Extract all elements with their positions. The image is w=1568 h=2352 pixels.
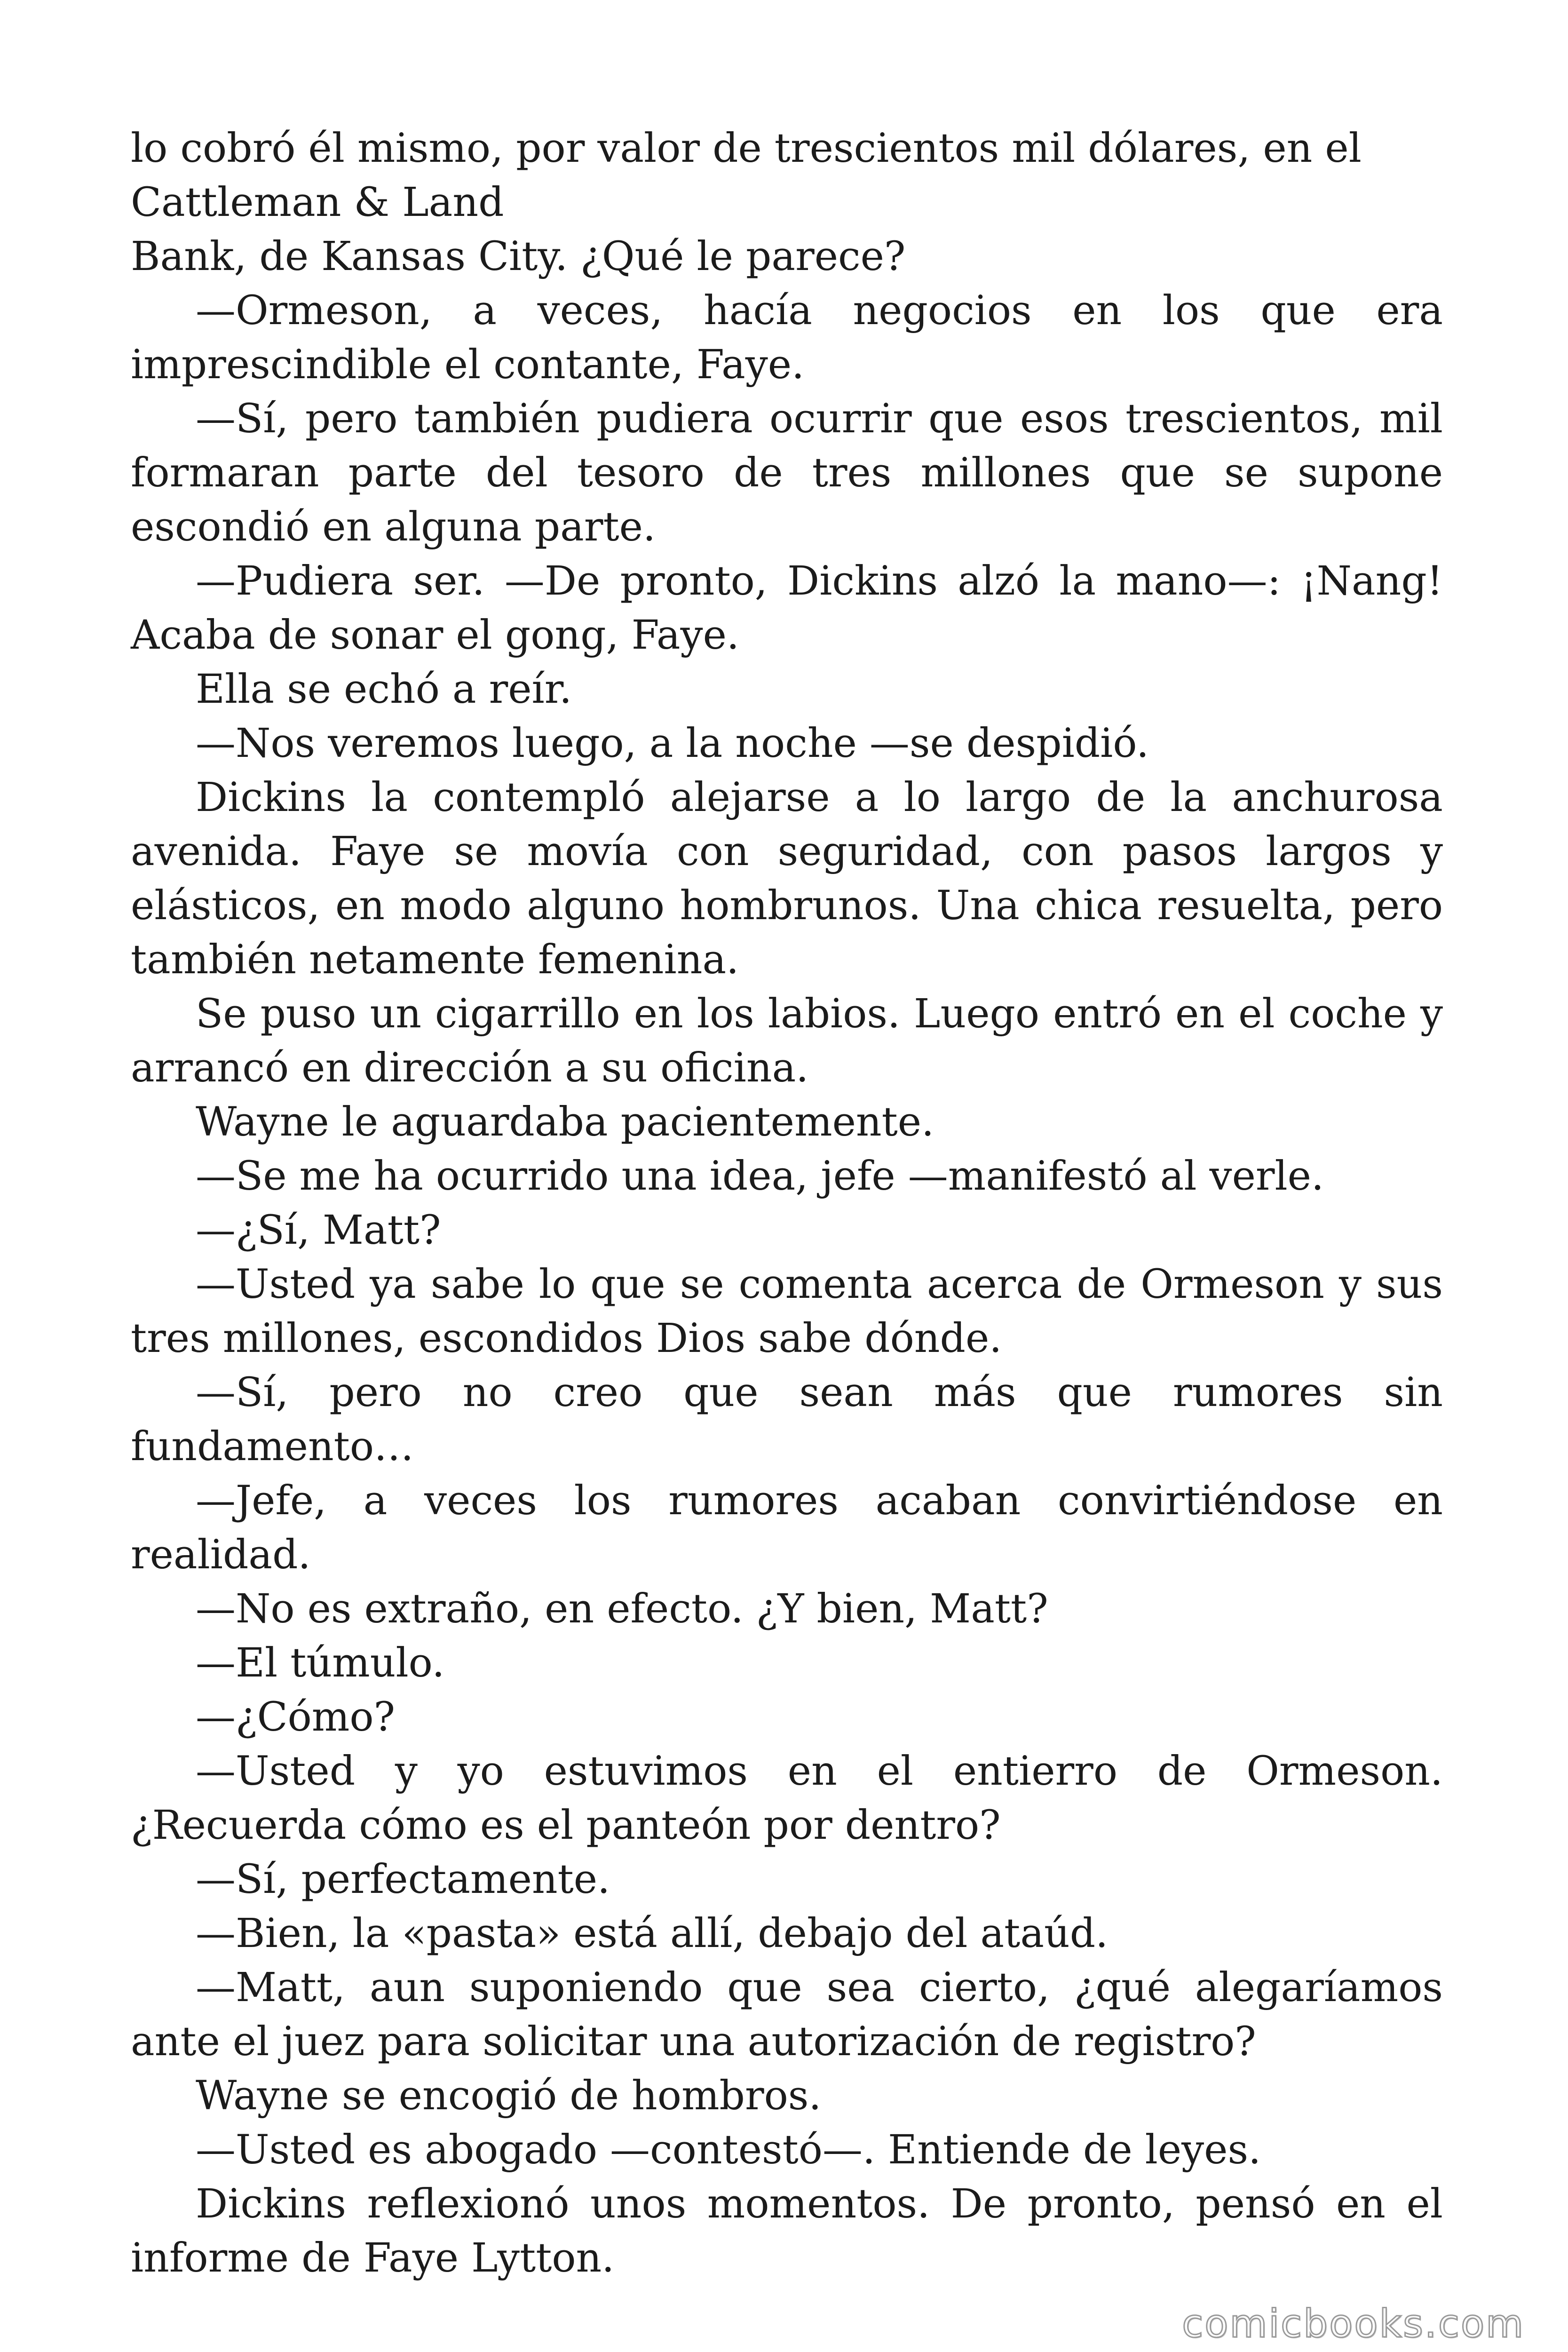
paragraph: Dickins la contempló alejarse a lo largo de la anchurosa avenida. Faye se movía con seguridad, con pasos largos y elásticos, en modo alguno hombrunos. Una chica resuelta, pero también netamente femenina. — [131, 774, 1443, 983]
paragraph: Wayne le aguardaba pacientemente. — [196, 1099, 934, 1145]
paragraph: —No es extraño, en efecto. ¿Y bien, Matt? — [196, 1586, 1048, 1632]
text-line: Cattleman & Land — [131, 179, 504, 226]
paragraph-continuation — [131, 121, 1443, 284]
paragraph: —El túmulo. — [196, 1640, 445, 1686]
paragraph: —¿Cómo? — [196, 1694, 396, 1740]
text-line: lo cobró él mismo, por valor de trescientos mil dólares, en el — [131, 125, 1362, 172]
paragraph: Dickins reflexionó unos momentos. De pronto, pensó en el informe de Faye Lytton. — [131, 2181, 1443, 2281]
paragraph: —Sí, pero también pudiera ocurrir que esos trescientos, mil formaran parte del tesoro de tres millones que se supone escondió en alguna parte. — [131, 396, 1443, 550]
paragraph: —Nos veremos luego, a la noche —se despidió. — [196, 720, 1149, 767]
paragraph: —Usted es abogado —contestó—. Entiende de leyes. — [196, 2127, 1261, 2173]
body-text — [131, 121, 1443, 2285]
paragraph: Ella se echó a reír. — [196, 666, 572, 713]
watermark: comicbooks.com — [1182, 2302, 1525, 2346]
paragraph: —Usted ya sabe lo que se comenta acerca de Ormeson y sus tres millones, escondidos Dios sabe dónde. — [131, 1261, 1443, 1362]
paragraph: —Ormeson, a veces, hacía negocios en los que era imprescindible el contante, Faye. — [131, 287, 1443, 388]
paragraph: —Matt, aun suponiendo que sea cierto, ¿qué alegaríamos ante el juez para solicitar una autorización de registro? — [131, 1964, 1443, 2065]
paragraph: —Sí, perfectamente. — [196, 1856, 610, 1903]
paragraph: —Sí, pero no creo que sean más que rumores sin fundamento… — [131, 1369, 1443, 1470]
paragraph: Wayne se encogió de hombros. — [196, 2073, 822, 2119]
paragraph: —Jefe, a veces los rumores acaban convirtiéndose en realidad. — [131, 1478, 1443, 1578]
paragraph: —Se me ha ocurrido una idea, jefe —manifestó al verle. — [196, 1153, 1324, 1200]
paragraph: —¿Sí, Matt? — [196, 1207, 441, 1254]
paragraph: Se puso un cigarrillo en los labios. Luego entró en el coche y arrancó en dirección a su oficina. — [131, 991, 1443, 1091]
paragraph: —Pudiera ser. —De pronto, Dickins alzó la mano—: ¡Nang! Acaba de sonar el gong, Faye. — [131, 558, 1443, 659]
paragraph: —Bien, la «pasta» está allí, debajo del ataúd. — [196, 1910, 1109, 1957]
paragraph: —Usted y yo estuvimos en el entierro de Ormeson. ¿Recuerda cómo es el panteón por dentro? — [131, 1748, 1443, 1849]
text-line: Bank, de Kansas City. ¿Qué le parece? — [131, 233, 906, 280]
